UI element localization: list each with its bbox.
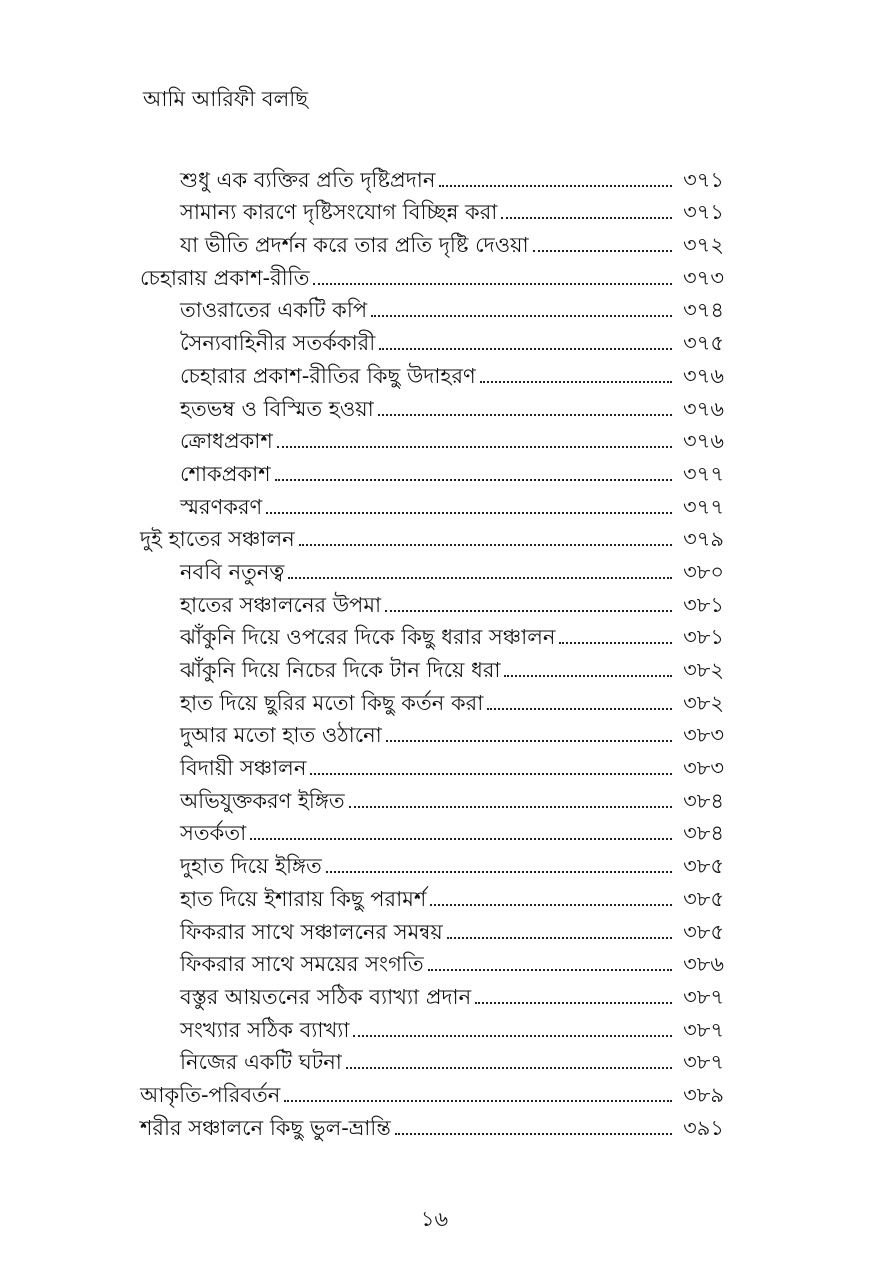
toc-subsection-entry [140,814,724,847]
toc-subsection-entry [140,618,724,651]
toc-subsection-entry [140,454,724,487]
toc-entry-title: শুধু এক ব্যক্তির প্রতি দৃষ্টিপ্রদান [180,167,436,192]
toc-entry-page: ৩৮১ [683,625,724,650]
toc-entry-title: যা ভীতি প্রদর্শন করে তার প্রতি দৃষ্টি দেওয়া [180,233,529,258]
toc-entry-page: ৩৭৬ [683,429,724,454]
toc-subsection-entry [140,193,724,226]
toc-subsection-entry [140,422,724,455]
toc-subsection-entry [140,291,724,324]
toc-subsection-entry [140,1010,724,1043]
toc-entry-page: ৩৭২ [683,233,724,258]
toc-entry-page: ৩৮৫ [683,886,724,911]
dot-leader [371,315,672,317]
toc-entry-title: সতর্কতা [180,821,247,846]
toc-entry-title: চেহারায় প্রকাশ-রীতি [140,265,310,290]
toc-subsection-entry [140,748,724,781]
dot-leader [313,283,672,285]
dot-leader [250,838,672,840]
dot-leader [475,1002,672,1004]
toc-section-entry [140,258,724,291]
toc-entry-title: সৈন্যবাহিনীর সতর্ককারী [180,331,376,356]
toc-entry-page: ৩৭৯ [683,527,724,552]
toc-entry-page: ৩৮৯ [683,1082,724,1107]
toc-subsection-entry [140,912,724,945]
toc-entry-title: হাত দিয়ে ইশারায় কিছু পরামর্শ [180,886,427,911]
toc-subsection-entry [140,552,724,585]
dot-leader [385,610,672,612]
toc-entry-title: বিদায়ী সঞ্চালন [180,756,307,781]
toc-subsection-entry [140,225,724,258]
dot-leader [349,806,672,808]
dot-leader [428,969,672,971]
toc-subsection-entry [140,1043,724,1076]
toc-section-entry [140,520,724,553]
dot-leader [480,381,672,383]
toc-subsection-entry [140,487,724,520]
dot-leader [299,544,672,546]
toc-entry-page: ৩৮৩ [683,723,724,748]
toc-entry-title: সামান্য কারণে দৃষ্টিসংযোগ বিচ্ছিন্ন করা [180,200,498,225]
toc-entry-page: ৩৮৫ [683,854,724,879]
dot-leader [439,185,672,187]
toc-entry-title: ঝাঁকুনি দিয়ে নিচের দিকে টান দিয়ে ধরা [180,658,501,682]
toc-entry-title: দুআর মতো হাত ওঠানো [180,723,382,748]
toc-entry-page: ৩৮৫ [683,919,724,944]
toc-entry-page: ৩৭৭ [683,461,724,486]
toc-subsection-entry [140,879,724,912]
toc-entry-title: নিজের একটি ঘটনা [180,1050,342,1075]
toc-entry-title: দুহাত দিয়ে ইঙ্গিত [180,854,322,879]
toc-entry-page: ৩৭১ [683,167,724,192]
toc-entry-title: দুই হাতের সঞ্চালন [140,527,295,552]
toc-entry-title: হাত দিয়ে ছুরির মতো কিছু কর্তন করা [180,690,484,715]
toc-entry-page: ৩৭১ [683,200,724,225]
toc-entry-title: বস্তুর আয়তনের সঠিক ব্যাখ্যা প্রদান [180,984,472,1009]
toc-entry-title: ফিকরার সাথে সময়ের সংগতি [180,952,424,977]
toc-entry-title: ফিকরার সাথে সঞ্চালনের সমন্বয় [180,919,443,944]
dot-leader [310,773,672,775]
dot-leader [346,1067,672,1069]
dot-leader [284,1100,672,1102]
toc-subsection-entry [140,781,724,814]
table-of-contents [140,160,724,1141]
toc-subsection-entry [140,716,724,749]
toc-subsection-entry [140,389,724,422]
toc-subsection-entry [140,683,724,716]
toc-entry-title: হতভম্ব ও বিস্মিত হওয়া [180,396,374,421]
toc-entry-page: ৩৮০ [683,559,724,584]
toc-entry-page: ৩৮৭ [683,1017,724,1042]
dot-leader [379,348,672,350]
dot-leader [447,937,672,939]
toc-entry-title: ক্রোধপ্রকাশ [180,429,273,454]
toc-entry-title: অভিযুক্তকরণ ইঙ্গিত [180,788,345,813]
toc-entry-page: ৩৭৬ [683,363,724,388]
page-number: ১৬ [420,1207,449,1231]
dot-leader [353,1035,672,1037]
toc-entry-title: চেহারার প্রকাশ-রীতির কিছু উদাহরণ [180,363,476,388]
toc-section-entry [140,1075,724,1108]
toc-subsection-entry [140,323,724,356]
toc-entry-page: ৩৮৬ [683,952,724,977]
dot-leader [266,512,672,514]
dot-leader [430,904,672,906]
dot-leader [487,708,672,710]
toc-entry-page: ৩৯১ [683,1115,724,1140]
toc-entry-page: ৩৭৭ [683,494,724,519]
toc-entry-page: ৩৮৭ [683,984,724,1009]
toc-subsection-entry [140,650,724,683]
toc-subsection-entry [140,977,724,1010]
toc-entry-page: ৩৮৪ [683,821,724,846]
toc-entry-page: ৩৭৪ [683,298,724,323]
toc-entry-title: হাতের সঞ্চালনের উপমা [180,592,382,617]
toc-entry-page: ৩৭৬ [683,396,724,421]
toc-entry-title: আকৃতি-পরিবর্তন [140,1082,281,1107]
toc-entry-page: ৩৮৪ [683,788,724,813]
toc-entry-title: শোকপ্রকাশ [180,461,271,486]
toc-entry-page: ৩৭৫ [683,331,724,356]
toc-entry-title: সংখ্যার সঠিক ব্যাখ্যা [180,1017,350,1042]
toc-entry-title: নববি নতুনত্ব [180,559,285,584]
toc-subsection-entry [140,160,724,193]
toc-subsection-entry [140,945,724,978]
toc-subsection-entry [140,846,724,879]
toc-entry-page: ৩৮৭ [683,1050,724,1075]
dot-leader [533,250,672,252]
dot-leader [378,414,672,416]
toc-section-entry [140,1108,724,1141]
dot-leader [504,675,672,677]
dot-leader [275,479,672,481]
toc-entry-title: শরীর সঞ্চালনে কিছু ভুল-ভ্রান্তি [140,1115,391,1140]
toc-entry-title: তাওরাতের একটি কপি [180,298,368,323]
dot-leader [277,446,672,448]
dot-leader [559,642,672,644]
dot-leader [288,577,672,579]
dot-leader [395,1133,672,1135]
toc-subsection-entry [140,585,724,618]
running-header-title: আমি আরিফী বলছি [143,87,308,111]
dot-leader [501,217,672,219]
toc-entry-page: ৩৮৩ [683,756,724,781]
toc-entry-page: ৩৭৩ [683,265,724,290]
toc-entry-title: স্মরণকরণ [180,494,263,519]
dot-leader [386,740,672,742]
toc-subsection-entry [140,356,724,389]
dot-leader [326,871,672,873]
toc-entry-page: ৩৮১ [683,592,724,617]
toc-entry-page: ৩৮২ [683,690,724,715]
toc-entry-title: ঝাঁকুনি দিয়ে ওপরের দিকে কিছু ধরার সঞ্চালন [180,625,556,650]
toc-entry-page: ৩৮২ [683,658,724,682]
